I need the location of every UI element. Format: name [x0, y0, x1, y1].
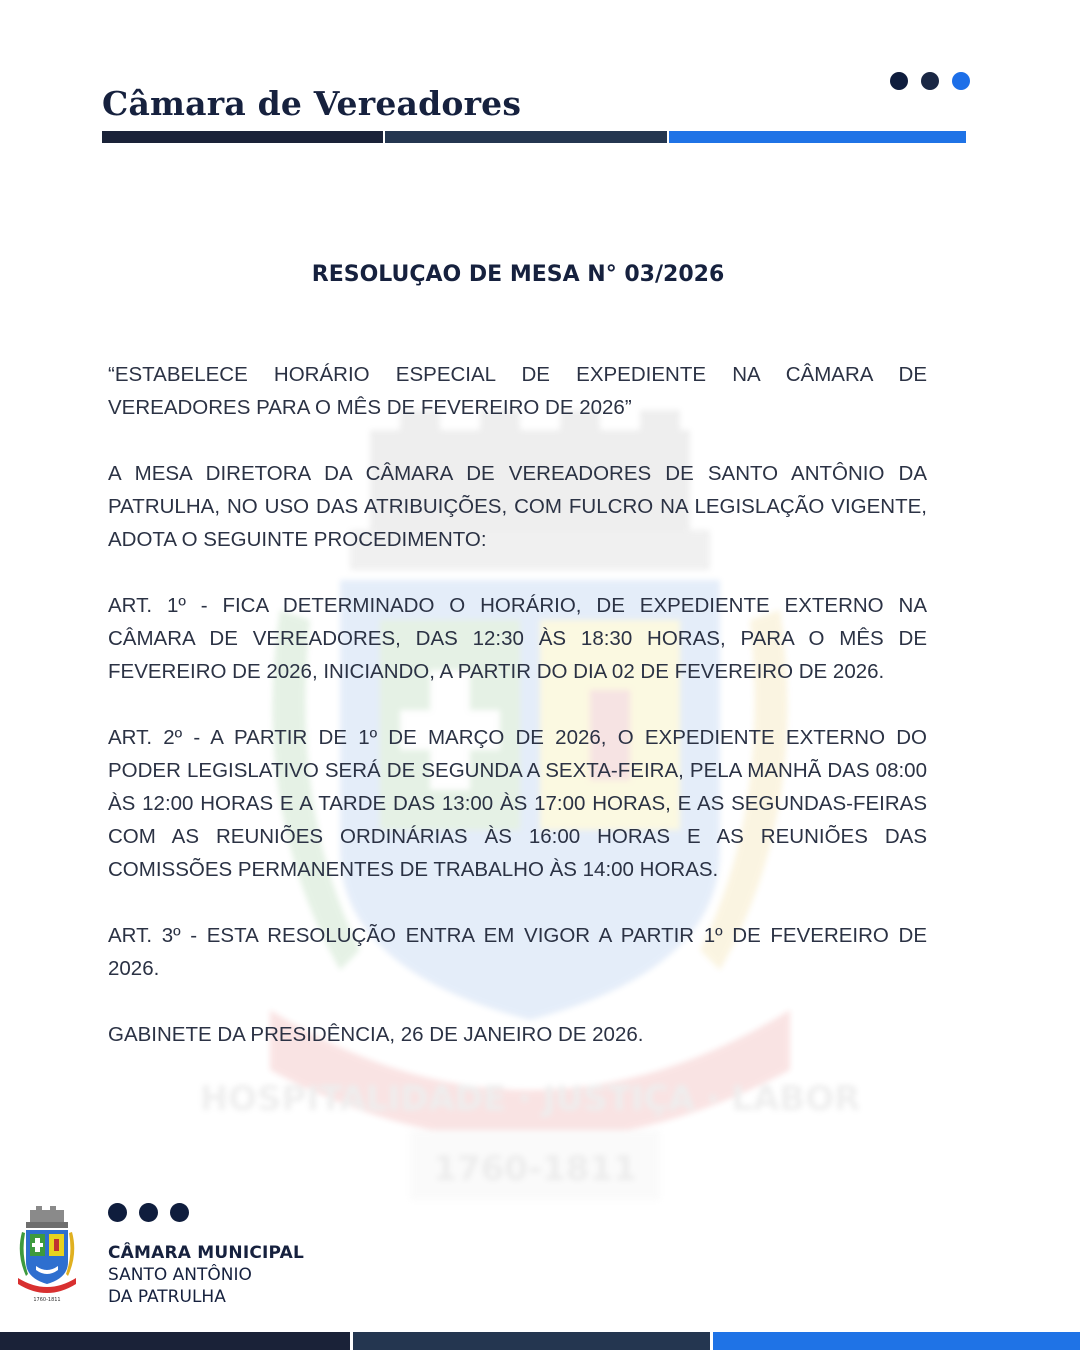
footer-dot-3 — [170, 1203, 189, 1222]
footer-dot-1 — [108, 1203, 127, 1222]
watermark-years: 1760-1811 — [433, 1149, 637, 1189]
footer-bar-segment-2 — [353, 1332, 710, 1350]
resolution-body — [108, 358, 927, 1084]
header-bar-segment-1 — [102, 131, 383, 143]
resolution-summary: “ESTABELECE HORÁRIO ESPECIAL DE EXPEDIENTE NA CÂMARA DE VEREADORES PARA O MÊS DE FEVEREIRO DE 2026” — [108, 363, 927, 419]
signature-line: GABINETE DA PRESIDÊNCIA, 26 DE JANEIRO DE 2026. — [108, 1023, 644, 1046]
header-dot-1 — [890, 72, 908, 90]
header-bar-segment-2 — [385, 131, 666, 143]
footer-bar-segment-1 — [0, 1332, 350, 1350]
municipal-crest-logo — [16, 1204, 78, 1304]
article-2: ART. 2º - A PARTIR DE 1º DE MARÇO DE 2026, O EXPEDIENTE EXTERNO DO PODER LEGISLATIVO SERÁ DE SEGUNDA A SEXTA-FEIRA, PELA MANHÃ DAS 08:00 ÀS 12:00 HORAS E A TARDE DAS 13:00 ÀS 17:00 HORAS, E AS SEGUNDAS-FEIRAS COM AS REUNIÕES ORDINÁRIAS ÀS 16:00 HORAS E AS REUNIÕES DAS COMISSÕES PERMANENTES DE TRABALHO ÀS 14:00 HORAS. — [108, 726, 927, 881]
resolution-preamble: A MESA DIRETORA DA CÂMARA DE VEREADORES DE SANTO ANTÔNIO DA PATRULHA, NO USO DAS ATRIBUIÇÕES, COM FULCRO NA LEGISLAÇÃO VIGENTE, ADOTA O SEGUINTE PROCEDIMENTO: — [108, 462, 927, 551]
footer-organization — [108, 1242, 304, 1308]
footer-divider-bar — [0, 1332, 1080, 1350]
resolution-title: RESOLUÇAO DE MESA N° 03/2026 — [311, 262, 725, 287]
header-dot-2 — [921, 72, 939, 90]
header-divider-bar — [102, 131, 966, 143]
header-title: Câmara de Vereadores — [102, 84, 522, 123]
footer-dots — [108, 1203, 189, 1222]
footer-dot-2 — [139, 1203, 158, 1222]
header-dot-3 — [952, 72, 970, 90]
crest-years: 1760-1811 — [33, 1297, 61, 1303]
watermark-motto: HOSPITALIDADE · JUSTIÇA · LABOR — [199, 1079, 861, 1119]
header-bar-segment-3 — [669, 131, 966, 143]
article-1: ART. 1º - FICA DETERMINADO O HORÁRIO, DE EXPEDIENTE EXTERNO NA CÂMARA DE VEREADORES, DAS 12:30 ÀS 18:30 HORAS, PARA O MÊS DE FEVEREIRO DE 2026, INICIANDO, A PARTIR DO DIA 02 DE FEVEREIRO DE 2026. — [108, 594, 927, 683]
article-3: ART. 3º - ESTA RESOLUÇÃO ENTRA EM VIGOR A PARTIR 1º DE FEVEREIRO DE 2026. — [108, 924, 927, 980]
footer-city-line-2: DA PATRULHA — [108, 1287, 226, 1307]
header-dots — [890, 72, 970, 90]
footer-city-line-1: SANTO ANTÔNIO — [108, 1265, 252, 1285]
footer-org-name: CÂMARA MUNICIPAL — [108, 1243, 305, 1263]
footer-bar-segment-3 — [713, 1332, 1080, 1350]
